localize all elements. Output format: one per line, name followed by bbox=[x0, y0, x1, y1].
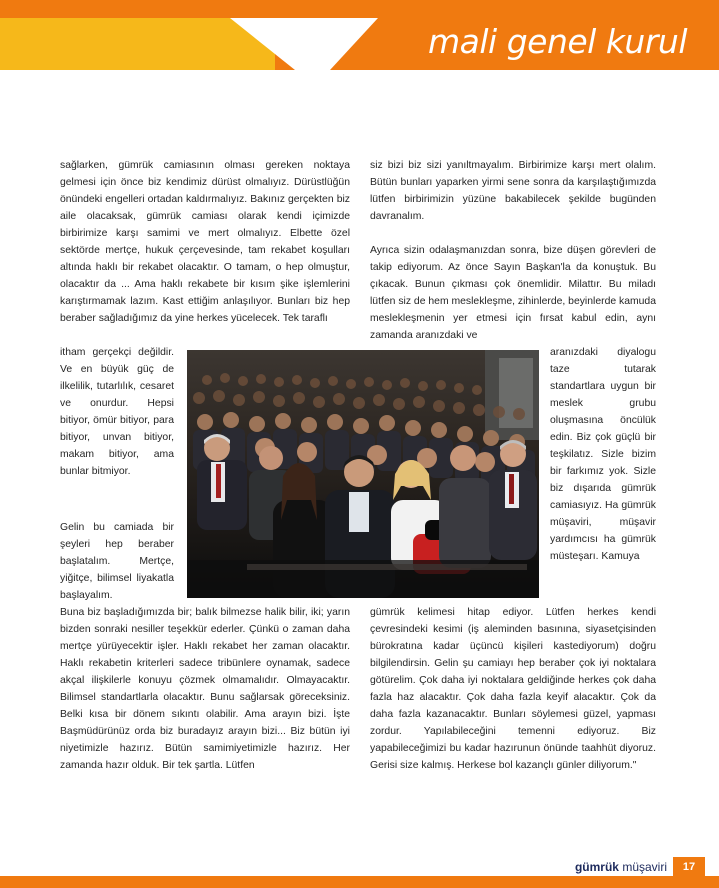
right-column-top bbox=[370, 157, 656, 344]
left-column-bottom bbox=[60, 604, 350, 774]
left-column-wrap-2 bbox=[60, 519, 174, 604]
section-title: mali genel kurul bbox=[428, 22, 687, 61]
paragraph: sağlarken, gümrük camiasının olması gereken noktaya gelmesi için önce biz kendimiz dürüst olmalıyız. Dürüstlüğün önündeki engelleri ortadan kaldırmalıyız. Bakınız gerçekten biz aile olacaksak, gümrük camiası olarak kendi içimizde birbirimize karşı samimi ve mert olmalıyız. Elbette özel sektörde mertçe, hukuk çerçevesinde, tam rekabet koşulları altında haklı bir rekabet olacaktır. O tamam, o hep olmuştur, olacaktır da ... Ama haklı rekabete bir kısım şike işlemlerini karıştırmamak lazım. Kast ettiğim anlaşılıyor. Bunları biz hep beraber sağladığımız da yine herkes yücelecek. Tek taraflı bbox=[60, 160, 350, 324]
audience-photo bbox=[187, 350, 539, 598]
magazine-brand bbox=[575, 860, 667, 874]
brand-bold: gümrük bbox=[574, 860, 619, 874]
brand-light: müşaviri bbox=[622, 860, 667, 874]
paragraph: siz bizi biz sizi yanıltmayalım. Birbirimize karşı mert olalım. Bütün bunları yaparken yirmi sene sonra da karşılaştığımızda lütfen birbirimizin yüzüne bakabilecek şekilde bugünden davranalım. bbox=[370, 160, 656, 222]
paragraph: Gelin bu camiada bir şeyleri hep beraber başlatalım. Mertçe, yiğitçe, bilimsel liyakatla başlayalım. bbox=[60, 522, 174, 601]
paragraph: Ayrıca sizin odalaşmanızdan sonra, bize düşen görevleri de takip ediyorum. Az önce Sayın Başkan'la da konuştuk. Bu çıkacak. Bunun çıkması çok önemlidir. Milattır. Bu miladı lütfen siz de hem meslekleşme, zihinlerde, beyinlerde kamuda meslekleşmenin yer etmesi için fırsat kabul edin, aynı zamanda aranızdaki ve bbox=[370, 245, 656, 341]
page-number: 17 bbox=[673, 857, 705, 877]
right-column-wrap bbox=[550, 344, 656, 565]
left-column-top bbox=[60, 157, 350, 327]
left-column-wrap bbox=[60, 344, 174, 480]
paragraph: gümrük kelimesi hitap ediyor. Lütfen herkes kendi çevresindeki kesimi (iş aleminden basınına, siyasetçisinden bürokratına kadar üçüncü kişileri kastediyorum) doğru bilgilendirsin. Gelin şu camiayı hep beraber çok iyi noktalara götürelim. Çok daha iyi noktalara geldiğinde herkes çok daha fazla haz alacaktır. Çok daha fazla keyif alacaktır. Çok da daha fazla kazanacaktır. Bunları söylemesi güzel, yapması zordur. Yapılabileceğini temenni ediyoruz. Biz yapabileceğimizi bu kadar hazırunun önünde taahhüt diyoruz. Gerisi size kalmış. Herkese bol kazançlı günler diliyorum." bbox=[370, 607, 656, 771]
header-accent-tab bbox=[0, 18, 275, 70]
paragraph: itham gerçekçi değildir. Ve en büyük güç de ilkelilik, tutarlılık, cesaret ve onurdur. Hepsi bitiyor, ömür bitiyor, para bitiyor, unvan bitiyor, makam bitiyor, ama bunlar bitmiyor. bbox=[60, 347, 174, 477]
footer-band bbox=[0, 876, 719, 888]
paragraph: Buna biz başladığımızda bir; balık bilmezse halik bilir, iki; yarın bizden sonraki nesiller teşekkür ederler. Çünkü o zaman daha mertçe yürüyecektir işler. Haklı rekabet her zaman olacaktır. Haklı rekabetin kriterleri sadece tribünlere oynamak, sadece akçal ilişkilerle konuyu çözmek olmamalıdır. Olmayacaktır. Bilimsel standartlarla olacaktır. Bunu sağlarsak göreceksiniz. Belki kısa bir dönem sıkıntı olabilir. Ama arayın bizi. İşte Başmüdürünüz orda biz buradayız arayın bizi... Biz bütün iyi niyetimizle hazırız. Bütün samimiyetimizle hazırız. Her zamanda hazır olduk. Bir tek şartla. Lütfen bbox=[60, 607, 350, 771]
paragraph: aranızdaki diyalogu taze tutarak standartlara uygun bir meslek grubu oluşmasına öncülük edin. Biz çok güçlü bir teşkilatız. Sizle bizim bir farkımız yok. Sizle biz dışarıda gümrük camiasıyız. Ha gümrük müşaviri, müşavir yardımcısı ha gümrük müsteşarı. Kamuya bbox=[550, 347, 656, 562]
right-column-bottom bbox=[370, 604, 656, 774]
